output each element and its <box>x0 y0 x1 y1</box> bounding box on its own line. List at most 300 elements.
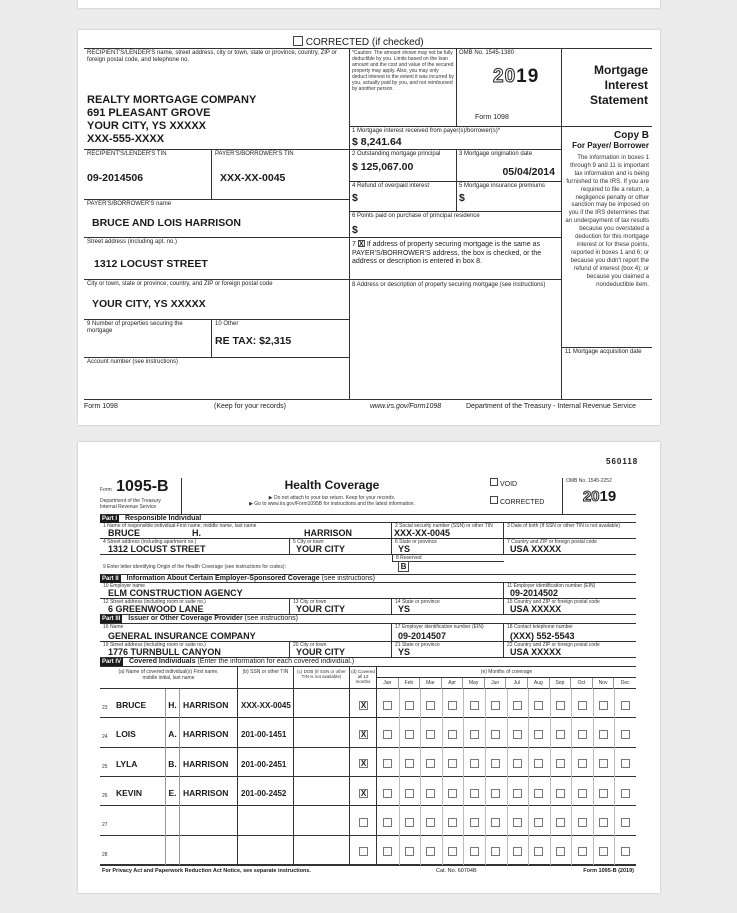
form-dept: Department of the Treasury Internal Revenue Service <box>100 498 161 510</box>
month-checkbox-mar[interactable] <box>426 847 435 856</box>
resp-state: YS <box>398 544 411 554</box>
void-label: VOID <box>499 481 518 488</box>
month-checkbox-jun[interactable] <box>491 789 500 798</box>
month-divider <box>442 718 443 747</box>
month-divider <box>593 806 594 835</box>
account-label: Account number (see instructions) <box>87 359 179 365</box>
month-header-may: May <box>463 678 485 689</box>
month-divider <box>463 689 464 718</box>
month-checkbox-dec[interactable] <box>621 847 630 856</box>
payer-tin-value: XXX-XX-0045 <box>220 172 286 184</box>
copy-sub: For Payer/ Borrower <box>572 141 649 150</box>
part2-header <box>100 574 636 583</box>
month-checkbox-jul[interactable] <box>513 730 522 739</box>
month-divider <box>571 836 572 865</box>
month-checkbox-nov[interactable] <box>599 759 608 768</box>
l4-label: 4 Street address (including apartment no.) <box>103 539 197 545</box>
month-checkbox-feb[interactable] <box>405 847 414 856</box>
month-divider <box>442 836 443 865</box>
month-divider <box>614 777 615 806</box>
month-checkbox-jun[interactable] <box>491 701 500 710</box>
month-checkbox-jun[interactable] <box>491 847 500 856</box>
month-checkbox-dec[interactable] <box>621 730 630 739</box>
month-checkbox-dec[interactable] <box>621 701 630 710</box>
month-checkbox-oct[interactable] <box>578 818 587 827</box>
part3-header <box>100 615 636 624</box>
street-label: Street address (including apt. no.) <box>87 239 178 245</box>
covered-dob <box>294 689 350 718</box>
payer-name-box <box>84 200 350 238</box>
l17-label: 17 Employer identification number (EIN) <box>395 624 484 630</box>
form-title: Mortgage Interest Statement <box>589 63 648 107</box>
month-checkbox-sep[interactable] <box>556 701 565 710</box>
month-divider <box>463 777 464 806</box>
month-checkbox-dec[interactable] <box>621 818 630 827</box>
void-corrected <box>490 478 560 514</box>
month-checkbox-sep[interactable] <box>556 789 565 798</box>
month-checkbox-apr[interactable] <box>448 847 457 856</box>
box6-value: $ <box>352 224 358 236</box>
l19-label: 19 Street address (including room or suite no.) <box>103 642 206 648</box>
lender-phone: XXX-555-XXXX <box>87 133 165 145</box>
void-checkbox[interactable] <box>490 478 498 486</box>
box10 <box>212 320 350 358</box>
part2-title: Information About Certain Employer-Sponsored Coverage <box>126 575 320 582</box>
l3-label: 3 Date of birth (If SSN or other TIN is not available) <box>507 523 621 529</box>
box9 <box>84 320 212 358</box>
month-checkbox-oct[interactable] <box>578 701 587 710</box>
month-checkbox-jan[interactable] <box>383 818 392 827</box>
month-checkbox-may[interactable] <box>470 818 479 827</box>
month-divider <box>463 748 464 777</box>
part2-row1 <box>100 583 636 599</box>
l9-label: 9 Enter letter identifying Origin of the Health Coverage (see instructions for codes): <box>103 564 286 570</box>
month-divider <box>399 806 400 835</box>
issuer-phone: (XXX) 552-5543 <box>510 631 575 641</box>
lender-name: REALTY MORTGAGE COMPANY <box>87 94 257 106</box>
covered-middle-initial: A. <box>166 718 180 747</box>
resp-middle: H. <box>192 528 201 538</box>
month-divider <box>420 777 421 806</box>
month-checkbox-feb[interactable] <box>405 789 414 798</box>
month-divider <box>463 806 464 835</box>
employer-street: 6 GREENWOOD LANE <box>108 604 204 614</box>
l18-label: 18 Contact telephone number <box>507 624 573 630</box>
month-header-jun: Jun <box>485 678 507 689</box>
month-divider <box>507 689 508 718</box>
box1-label: 1 Mortgage interest received from payer(s)/borrower(s)* <box>352 128 501 134</box>
covered-row <box>100 806 636 835</box>
covered-middle-initial <box>166 836 180 865</box>
payer-name-label: PAYER'S/BORROWER'S name <box>87 201 172 207</box>
month-divider <box>550 689 551 718</box>
omb-year-1095 <box>562 478 636 514</box>
month-divider <box>593 836 594 865</box>
resp-street: 1312 LOCUST STREET <box>108 544 206 554</box>
month-checkbox-jul[interactable] <box>513 847 522 856</box>
box5 <box>457 182 562 212</box>
part1-row2 <box>100 539 636 555</box>
resp-city: YOUR CITY <box>296 544 346 554</box>
month-divider <box>399 689 400 718</box>
box5-value: $ <box>459 192 465 204</box>
l12-label: 12 Street address (including room or suite no.) <box>103 599 206 605</box>
month-checkbox-jan[interactable] <box>383 701 392 710</box>
month-divider <box>399 748 400 777</box>
all-12-months-checkbox[interactable]: X <box>360 729 367 739</box>
month-divider <box>550 836 551 865</box>
covered-dob <box>294 836 350 865</box>
month-divider <box>485 806 486 835</box>
month-header-jul: Jul <box>507 678 529 689</box>
lender-tin-value: 09-2014506 <box>87 172 144 184</box>
part3-sub: (see instructions) <box>244 615 298 622</box>
month-checkbox-may[interactable] <box>470 789 479 798</box>
lender-box <box>84 48 350 150</box>
omb-1095: OMB No. 1545-2252 <box>566 478 612 484</box>
lender-label: RECIPIENT'S/LENDER'S name, street address, city or town, state or province, country, ZIP or foreign postal code, and telephone no. <box>87 50 337 63</box>
month-checkbox-feb[interactable] <box>405 818 414 827</box>
resp-ssn: XXX-XX-0045 <box>394 528 451 538</box>
month-divider <box>399 836 400 865</box>
l14-label: 14 State or province <box>395 599 440 605</box>
month-divider <box>420 836 421 865</box>
issuer-city: YOUR CITY <box>296 647 346 657</box>
month-checkbox-may[interactable] <box>470 847 479 856</box>
covered-ssn: 201-00-1451 <box>238 718 294 747</box>
months-header-row <box>377 678 636 689</box>
box6-label: 6 Points paid on purchase of principal residence <box>352 213 480 219</box>
corrected-checkbox[interactable] <box>293 36 303 46</box>
l13-label: 13 City or town <box>293 599 327 605</box>
month-divider <box>614 718 615 747</box>
box7-number: 7 <box>352 241 356 248</box>
col-b-header: (b) SSN or other TIN <box>238 667 294 689</box>
month-divider <box>593 748 594 777</box>
month-checkbox-aug[interactable] <box>534 818 543 827</box>
month-checkbox-mar[interactable] <box>426 701 435 710</box>
year-1095-suffix: 19 <box>599 488 617 505</box>
month-checkbox-jun[interactable] <box>491 759 500 768</box>
instruction-1: ▶ Do not attach to your tax return. Keep for your records. <box>268 495 396 501</box>
l10-label: 10 Employer name <box>103 583 145 589</box>
payer-name-value: BRUCE AND LOIS HARRISON <box>92 217 241 229</box>
l7-label: 7 Country and ZIP or foreign postal code <box>507 539 597 545</box>
corrected-1095-label: CORRECTED <box>499 499 545 506</box>
month-divider <box>507 836 508 865</box>
l1-label: 1 Name of responsible individual-First name, middle name, last name <box>103 523 257 529</box>
month-divider <box>507 777 508 806</box>
covered-first-name <box>116 806 166 835</box>
covered-first-name: LOIS <box>116 718 166 747</box>
month-checkbox-dec[interactable] <box>621 759 630 768</box>
month-checkbox-oct[interactable] <box>578 789 587 798</box>
issuer-street: 1776 TURNBULL CANYON <box>108 647 221 657</box>
month-divider <box>593 718 594 747</box>
month-header-feb: Feb <box>399 678 421 689</box>
month-checkbox-jul[interactable] <box>513 789 522 798</box>
month-header-mar: Mar <box>420 678 442 689</box>
issuer-zip: USA XXXXX <box>510 647 562 657</box>
footer-cat: Cat. No. 60704B <box>436 868 477 874</box>
month-header-aug: Aug <box>528 678 550 689</box>
month-checkbox-mar[interactable] <box>426 730 435 739</box>
month-divider <box>420 689 421 718</box>
covered-last-name: HARRISON <box>180 748 238 777</box>
box5-label: 5 Mortgage insurance premiums <box>459 183 546 189</box>
footer-form: Form 1098 <box>84 403 118 410</box>
month-checkbox-jan[interactable] <box>383 730 392 739</box>
month-checkbox-feb[interactable] <box>405 730 414 739</box>
month-checkbox-nov[interactable] <box>599 730 608 739</box>
month-divider <box>420 718 421 747</box>
month-divider <box>571 748 572 777</box>
corrected-checkbox-row <box>293 36 424 48</box>
month-divider <box>485 777 486 806</box>
month-checkbox-jun[interactable] <box>491 818 500 827</box>
caution-box: *Caution: The amount shown may not be fully deductible by you. Limits based on the loan amount and the cost and value of the secured property may apply. Also, you may only deduct interest to the extent it was incurred by you, actually paid by you, and not reimbursed by another person. <box>350 48 457 127</box>
month-checkbox-oct[interactable] <box>578 847 587 856</box>
month-checkbox-jan[interactable] <box>383 759 392 768</box>
month-divider <box>528 689 529 718</box>
month-divider <box>463 836 464 865</box>
part1-row3 <box>100 555 636 574</box>
copy-label: Copy B <box>614 130 649 141</box>
covered-row <box>100 689 636 718</box>
month-checkbox-dec[interactable] <box>621 789 630 798</box>
month-divider <box>485 748 486 777</box>
month-checkbox-mar[interactable] <box>426 818 435 827</box>
covered-first-name: BRUCE <box>116 689 166 718</box>
box4-label: 4 Refund of overpaid interest <box>352 183 430 189</box>
month-checkbox-may[interactable] <box>470 730 479 739</box>
month-divider <box>485 689 486 718</box>
previous-page-edge <box>78 0 660 8</box>
row-number: 24 <box>102 734 108 741</box>
covered-dob <box>294 777 350 806</box>
l22-label: 22 Country and ZIP or foreign postal code <box>507 642 600 648</box>
month-divider <box>593 777 594 806</box>
month-checkbox-oct[interactable] <box>578 730 587 739</box>
month-divider <box>485 836 486 865</box>
month-checkbox-jan[interactable] <box>383 847 392 856</box>
street-box <box>84 238 350 280</box>
city-value: YOUR CITY, YS XXXXX <box>92 298 206 310</box>
street-value: 1312 LOCUST STREET <box>94 258 208 270</box>
footer-privacy: For Privacy Act and Paperwork Reduction Act Notice, see separate instructions. <box>102 868 311 874</box>
issuer-ein: 09-2014507 <box>398 631 447 641</box>
box8 <box>350 280 562 400</box>
month-checkbox-aug[interactable] <box>534 847 543 856</box>
year-prefix: 20 <box>493 66 517 87</box>
month-checkbox-feb[interactable] <box>405 759 414 768</box>
copy-b-column <box>562 127 652 347</box>
form-1098-page <box>78 30 660 425</box>
month-checkbox-nov[interactable] <box>599 818 608 827</box>
corrected-label: CORRECTED (if checked) <box>305 37 424 48</box>
account-box <box>84 358 350 400</box>
title-box <box>562 48 652 127</box>
l6-label: 6 State or province <box>395 539 437 545</box>
month-divider <box>528 718 529 747</box>
month-checkbox-sep[interactable] <box>556 730 565 739</box>
l16-label: 16 Name <box>103 624 124 630</box>
year-suffix: 19 <box>516 66 540 87</box>
resp-last: HARRISON <box>304 528 353 538</box>
l2-label: 2 Social security number (SSN) or other TIN <box>395 523 493 529</box>
month-header-apr: Apr <box>442 678 464 689</box>
covered-last-name: HARRISON <box>180 718 238 747</box>
month-divider <box>614 806 615 835</box>
instruction-2: ▶ Go to www.irs.gov/Form1095B for instructions and the latest information. <box>249 501 415 507</box>
month-checkbox-jul[interactable] <box>513 759 522 768</box>
month-divider <box>442 689 443 718</box>
form-1095b-page <box>78 442 660 893</box>
month-checkbox-nov[interactable] <box>599 789 608 798</box>
city-box <box>84 280 350 320</box>
l5-label: 5 City or town <box>293 539 324 545</box>
lender-tin-box <box>84 150 212 200</box>
covered-middle-initial: E. <box>166 777 180 806</box>
month-divider <box>420 806 421 835</box>
lender-street: 691 PLEASANT GROVE <box>87 107 211 119</box>
part3-title: Issuer or Other Coverage Provider <box>128 615 243 622</box>
month-checkbox-sep[interactable] <box>556 759 565 768</box>
month-checkbox-aug[interactable] <box>534 789 543 798</box>
covered-individuals-table <box>100 689 636 865</box>
box7 <box>350 238 562 280</box>
month-header-sep: Sep <box>550 678 572 689</box>
covered-last-name <box>180 836 238 865</box>
row-number: 28 <box>102 851 108 858</box>
covered-last-name: HARRISON <box>180 689 238 718</box>
all-12-months-checkbox[interactable] <box>359 818 368 827</box>
month-checkbox-apr[interactable] <box>448 759 457 768</box>
resp-zip: USA XXXXX <box>510 544 562 554</box>
payer-tin-box <box>212 150 350 200</box>
part1-row1 <box>100 523 636 539</box>
box3 <box>457 150 562 182</box>
box3-value: 05/04/2014 <box>502 166 555 178</box>
month-checkbox-jul[interactable] <box>513 818 522 827</box>
covered-dob <box>294 748 350 777</box>
month-checkbox-jun[interactable] <box>491 730 500 739</box>
resp-first: BRUCE <box>108 528 141 538</box>
part2-label: Part II <box>102 576 119 582</box>
employer-state: YS <box>398 604 411 614</box>
box2-label: 2 Outstanding mortgage principal <box>352 151 441 157</box>
month-divider <box>442 806 443 835</box>
covered-last-name <box>180 806 238 835</box>
covered-first-name <box>116 836 166 865</box>
all-12-months-checkbox[interactable]: X <box>360 759 367 769</box>
month-divider <box>399 718 400 747</box>
month-checkbox-jul[interactable] <box>513 701 522 710</box>
footer-keep: (Keep for your records) <box>214 403 286 410</box>
all-12-months-checkbox[interactable] <box>359 847 368 856</box>
part3-row2 <box>100 642 636 658</box>
box6 <box>350 212 562 238</box>
month-divider <box>550 806 551 835</box>
part4-label: Part IV <box>102 659 122 665</box>
box4 <box>350 182 457 212</box>
part3-label: Part III <box>102 616 121 622</box>
covered-row <box>100 718 636 747</box>
box8-label: 8 Address or description of property securing mortgage (see instructions) <box>352 282 546 288</box>
covered-ssn: XXX-XX-0045 <box>238 689 294 718</box>
form-code: 560118 <box>606 457 639 466</box>
part4-col-header <box>100 667 636 689</box>
month-divider <box>593 689 594 718</box>
month-divider <box>507 748 508 777</box>
covered-first-name: KEVIN <box>116 777 166 806</box>
employer-ein: 09-2014502 <box>510 588 559 598</box>
row-number: 23 <box>102 705 108 711</box>
l20-label: 20 City or town <box>293 642 327 648</box>
col-a-header: (a) Name of covered individual(s) First name, middle initial, last name <box>100 667 238 689</box>
month-checkbox-oct[interactable] <box>578 759 587 768</box>
month-checkbox-sep[interactable] <box>556 847 565 856</box>
all-12-months-checkbox[interactable]: X <box>360 700 367 710</box>
l8-label: 8 Reserved <box>396 555 422 561</box>
month-checkbox-aug[interactable] <box>534 730 543 739</box>
month-divider <box>507 806 508 835</box>
month-checkbox-apr[interactable] <box>448 789 457 798</box>
month-divider <box>614 748 615 777</box>
month-divider <box>528 836 529 865</box>
month-checkbox-mar[interactable] <box>426 759 435 768</box>
box11 <box>562 347 652 400</box>
month-checkbox-aug[interactable] <box>534 701 543 710</box>
part1-header <box>100 514 636 523</box>
city-label: City or town, state or province, country, and ZIP or foreign postal code <box>87 281 273 287</box>
l15-label: 15 Country and ZIP or foreign postal code <box>507 599 600 605</box>
month-checkbox-jan[interactable] <box>383 789 392 798</box>
month-checkbox-apr[interactable] <box>448 818 457 827</box>
all-12-months-checkbox[interactable]: X <box>360 788 367 798</box>
month-checkbox-may[interactable] <box>470 701 479 710</box>
month-checkbox-nov[interactable] <box>599 701 608 710</box>
footer-dept: Department of the Treasury - Internal Revenue Service <box>466 403 637 410</box>
box1-value: $ 8,241.64 <box>352 136 402 148</box>
corrected-1095-checkbox[interactable] <box>490 496 498 504</box>
month-divider <box>420 748 421 777</box>
row-number: 27 <box>102 822 108 829</box>
col-d-header: (d) Covered all 12 months <box>350 667 377 689</box>
month-checkbox-mar[interactable] <box>426 789 435 798</box>
month-checkbox-aug[interactable] <box>534 759 543 768</box>
omb-year-box <box>457 48 562 127</box>
month-divider <box>507 718 508 747</box>
month-checkbox-feb[interactable] <box>405 701 414 710</box>
part3-row1 <box>100 624 636 642</box>
box7-checkbox[interactable]: X <box>359 241 364 248</box>
month-checkbox-nov[interactable] <box>599 847 608 856</box>
month-checkbox-may[interactable] <box>470 759 479 768</box>
covered-middle-initial: B. <box>166 748 180 777</box>
form-label: Form 1098 <box>475 114 509 121</box>
month-divider <box>571 777 572 806</box>
month-divider <box>571 718 572 747</box>
employer-zip: USA XXXXX <box>510 604 562 614</box>
month-divider <box>442 748 443 777</box>
month-checkbox-sep[interactable] <box>556 818 565 827</box>
month-checkbox-apr[interactable] <box>448 701 457 710</box>
month-checkbox-apr[interactable] <box>448 730 457 739</box>
covered-row <box>100 777 636 806</box>
month-divider <box>528 748 529 777</box>
l11-label: 11 Employer identification number (EIN) <box>507 583 596 589</box>
